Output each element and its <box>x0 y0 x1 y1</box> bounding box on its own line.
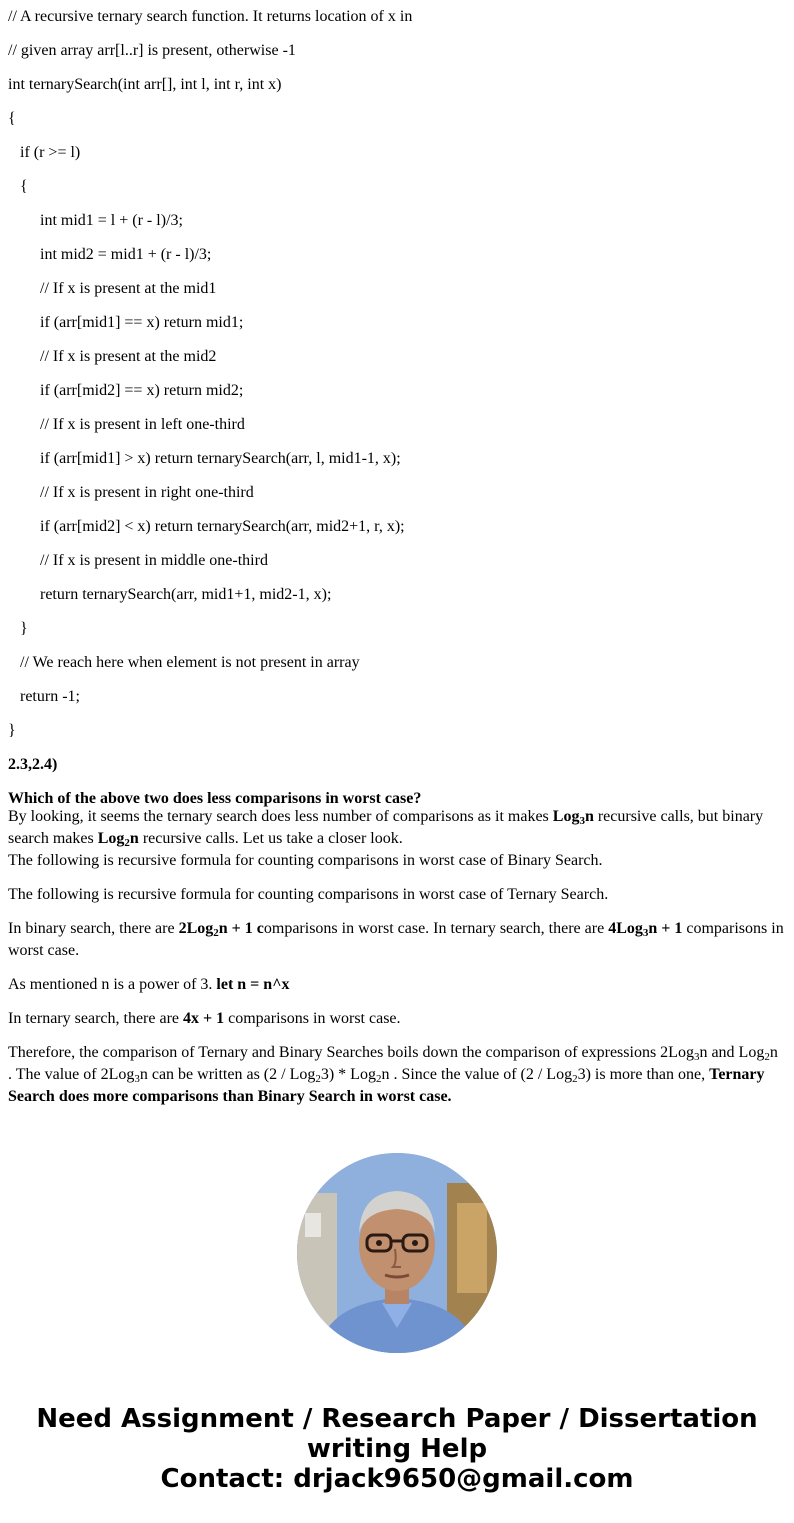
code-line-19: } <box>20 620 28 637</box>
code-line-22: } <box>8 722 16 739</box>
paragraph-ternary-formula: The following is recursive formula for counting comparisons in worst case of Ternary Search. <box>8 886 609 903</box>
code-line-18: return ternarySearch(arr, mid1+1, mid2-1, x); <box>40 586 332 603</box>
code-line-14: if (arr[mid1] > x) return ternarySearch(arr, l, mid1-1, x); <box>40 450 401 467</box>
code-line-6: { <box>20 178 28 195</box>
code-line-7: int mid1 = l + (r - l)/3; <box>40 212 183 229</box>
paragraph-ternary-count: In ternary search, there are 4x + 1 comparisons in worst case. <box>8 1010 401 1027</box>
code-line-9: // If x is present at the mid1 <box>40 280 217 297</box>
paragraph-intro: By looking, it seems the ternary search does less number of comparisons as it makes Log$_3$n recursive calls, but binary search makes Log$_2$n recursive calls. Let us take a closer look. The following is recursive formula for counting comparisons in worst case of Binary Search. <box>8 808 764 869</box>
person-illustration <box>297 1153 497 1353</box>
code-line-4: { <box>8 110 16 127</box>
code-line-20: // We reach here when element is not present in array <box>20 654 360 671</box>
code-line-11: // If x is present at the mid2 <box>40 348 217 365</box>
footer-contact: Contact: drjack9650@gmail.com <box>160 1464 634 1494</box>
footer-line-2: writing Help <box>306 1434 488 1464</box>
code-line-16: if (arr[mid2] < x) return ternarySearch(arr, mid2+1, r, x); <box>40 518 405 535</box>
code-line-10: if (arr[mid1] == x) return mid1; <box>40 314 244 331</box>
author-photo <box>297 1153 497 1353</box>
paragraph-comparison-counts: In binary search, there are 2Log$_2$n + 1 comparisons in worst case. In ternary search, there are 4Log$_3$n + 1 comparisons in worst case. <box>8 920 784 959</box>
footer-line-1: Need Assignment / Research Paper / Dissertation <box>36 1404 758 1434</box>
section-question: Which of the above two does less comparisons in worst case? <box>8 790 422 807</box>
section-number: 2.3,2.4) <box>8 756 58 773</box>
code-line-2: // given array arr[l..r] is present, otherwise -1 <box>8 42 296 59</box>
code-line-12: if (arr[mid2] == x) return mid2; <box>40 382 244 399</box>
code-line-1: // A recursive ternary search function. It returns location of x in <box>8 8 413 25</box>
code-line-5: if (r >= l) <box>20 144 81 161</box>
paragraph-conclusion: Therefore, the comparison of Ternary and Binary Searches boils down the comparison of expressions 2Log$_3$n and Log$_2$n . The value of 2Log$_3$n can be written as (2 / Log$_2$3) * Log$_2$n . Since the value of (2 / Log$_2$3) is more than one, Ternary Search does more comparisons than Binary Search in worst case. <box>8 1044 778 1105</box>
code-line-17: // If x is present in middle one-third <box>40 552 268 569</box>
code-line-15: // If x is present in right one-third <box>40 484 254 501</box>
code-line-8: int mid2 = mid1 + (r - l)/3; <box>40 246 212 263</box>
paragraph-power-of-three: As mentioned n is a power of 3. let n = n^x <box>8 976 290 993</box>
code-line-3: int ternarySearch(int arr[], int l, int r, int x) <box>8 76 282 93</box>
code-line-21: return -1; <box>20 688 80 705</box>
code-line-13: // If x is present in left one-third <box>40 416 245 433</box>
